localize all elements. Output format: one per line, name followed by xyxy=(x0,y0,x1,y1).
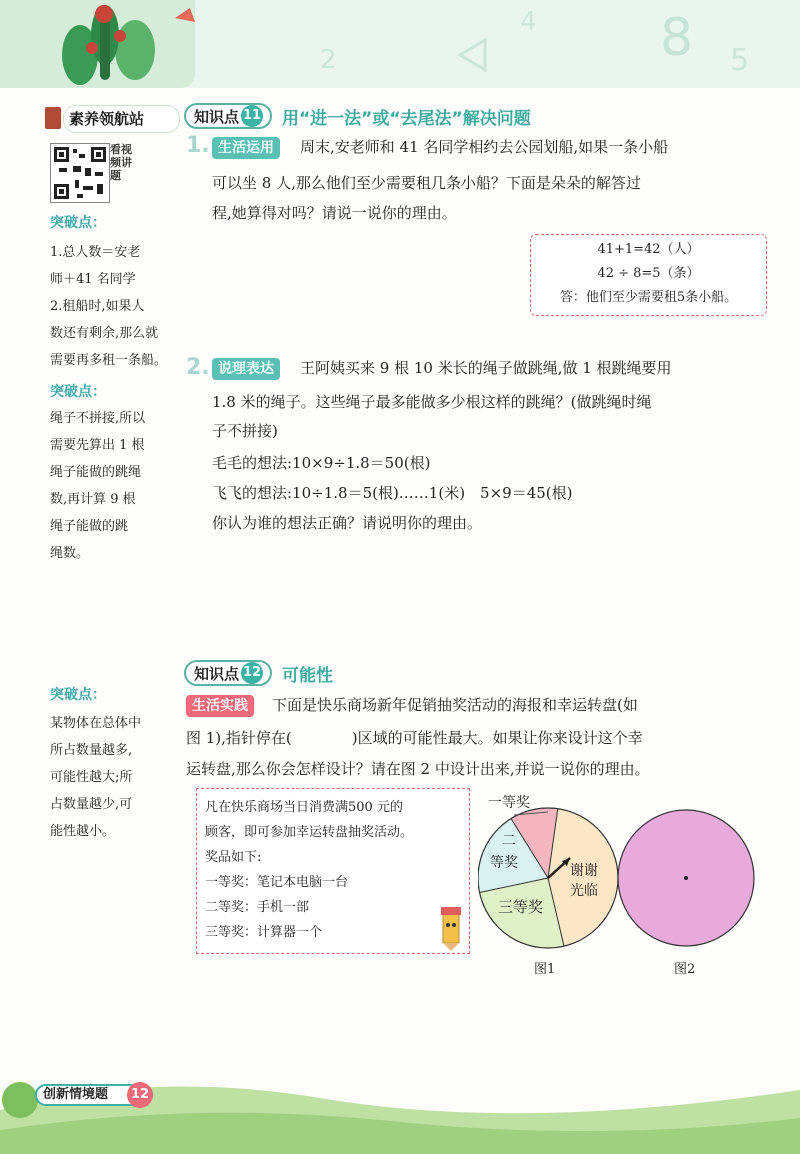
question-tag: 说理表达 xyxy=(212,358,280,380)
wheel-label-thanks: 谢谢 xyxy=(570,863,598,879)
breakthrough-label: 突破点： xyxy=(50,215,106,231)
question-2-line-1: 王阿姨买来 9 根 10 米长的绳子做跳绳,做 1 根跳绳要用 xyxy=(300,359,672,377)
question-1-line-2: 可以坐 8 人,那么他们至少需要租几条小船？下面是朵朵的解答过 xyxy=(212,174,641,192)
knowledge-point-badge: 知识点 11 xyxy=(184,103,272,129)
header-decoration xyxy=(0,0,195,88)
question-tag: 生活运用 xyxy=(212,137,280,159)
footer-label: 创新情境题 12 xyxy=(35,1084,153,1106)
qr-code[interactable] xyxy=(50,143,110,203)
question-1-line-1: 周末,安老师和 41 名同学相约去公园划船,如果一条小船 xyxy=(300,138,669,156)
svg-text:8: 8 xyxy=(660,8,694,68)
question-3-line-1: 下面是快乐商场新年促销抽奖活动的海报和幸运转盘(如 xyxy=(272,696,638,714)
feifei-idea: 飞飞的想法:10÷1.8＝5(根)……1(米) 5×9＝45(根) xyxy=(212,484,573,502)
breakthrough-label: 突破点： xyxy=(50,687,106,703)
wheel-label-second: 二 xyxy=(502,833,516,849)
header-math-symbols xyxy=(200,0,800,88)
qr-label: 看视频讲题 xyxy=(110,143,132,182)
student-answer-box: 41+1=42（人） 42 ÷ 8=5（条） 答：他们至少需要租5条小船。 xyxy=(530,234,767,316)
pencil-mascot-icon xyxy=(437,907,465,951)
breakthrough-text-1: 1.总人数＝安老 师＋41 名同学 2.租船时,如果人 数还有剩余,那么就 需要再多租一条船。 xyxy=(50,245,168,368)
flag-icon xyxy=(45,107,61,129)
sidebar-title-text: 素养领航站 xyxy=(69,110,145,128)
page-number: 12 xyxy=(127,1082,153,1108)
svg-text:5: 5 xyxy=(730,43,750,78)
question-2-prompt: 你认为谁的想法正确？请说明你的理由。 xyxy=(212,514,483,532)
question-1-line-3: 程,她算得对吗？请说一说你的理由。 xyxy=(212,204,457,222)
question-2-line-2: 1.8 米的绳子。这些绳子最多能做多少根这样的跳绳？(做跳绳时绳 xyxy=(212,393,652,411)
svg-text:4: 4 xyxy=(520,7,537,37)
wheel-label-third: 三等奖 xyxy=(498,898,544,916)
figure-2-caption: 图2 xyxy=(674,962,696,977)
sidebar-title xyxy=(45,105,180,131)
question-tag: 生活实践 xyxy=(186,695,254,717)
knowledge-point-title: 用“进一法”或“去尾法”解决问题 xyxy=(282,109,531,129)
breakthrough-text-3: 某物体在总体中 所占数量越多, 可能性越大;所 占数量越少,可 能性越小。 xyxy=(50,716,142,839)
breakthrough-text-2: 绳子不拼接,所以 需要先算出 1 根 绳子能做的跳绳 数,再计算 9 根 绳子能做的跳 绳数。 xyxy=(50,411,146,561)
breakthrough-label: 突破点： xyxy=(50,384,106,400)
knowledge-point-number: 11 xyxy=(241,105,263,127)
wheel-label-second: 等奖 xyxy=(490,855,518,871)
question-2-line-3: 子不拼接) xyxy=(212,422,278,440)
question-number: 2. xyxy=(186,355,210,380)
maomao-idea: 毛毛的想法:10×9÷1.8＝50(根) xyxy=(212,454,431,472)
figure-1-caption: 图1 xyxy=(534,962,556,977)
knowledge-point-badge: 知识点 12 xyxy=(184,660,272,686)
question-number: 1. xyxy=(186,133,210,158)
question-3-line-2: 图 1),指针停在( )区域的可能性最大。如果让你来设计这个幸 xyxy=(186,729,643,747)
knowledge-point-number: 12 xyxy=(241,662,263,684)
svg-text:2: 2 xyxy=(320,45,337,75)
promotion-poster: 凡在快乐商场当日消费满500 元的 顾客，即可参加幸运转盘抽奖活动。 奖品如下: 一等奖：笔记本电脑一台 二等奖：手机一部 三等奖：计算器一个 xyxy=(196,788,470,954)
question-3-line-3: 运转盘,那么你会怎样设计？请在图 2 中设计出来,并说一说你的理由。 xyxy=(186,760,650,778)
footer-grass xyxy=(0,1060,800,1154)
plant-illustration xyxy=(0,0,195,88)
lucky-wheels xyxy=(478,785,798,985)
wheel-label-first: 一等奖 xyxy=(488,795,530,811)
knowledge-point-title: 可能性 xyxy=(282,666,333,686)
wheel-label-thanks: 光临 xyxy=(570,883,598,899)
